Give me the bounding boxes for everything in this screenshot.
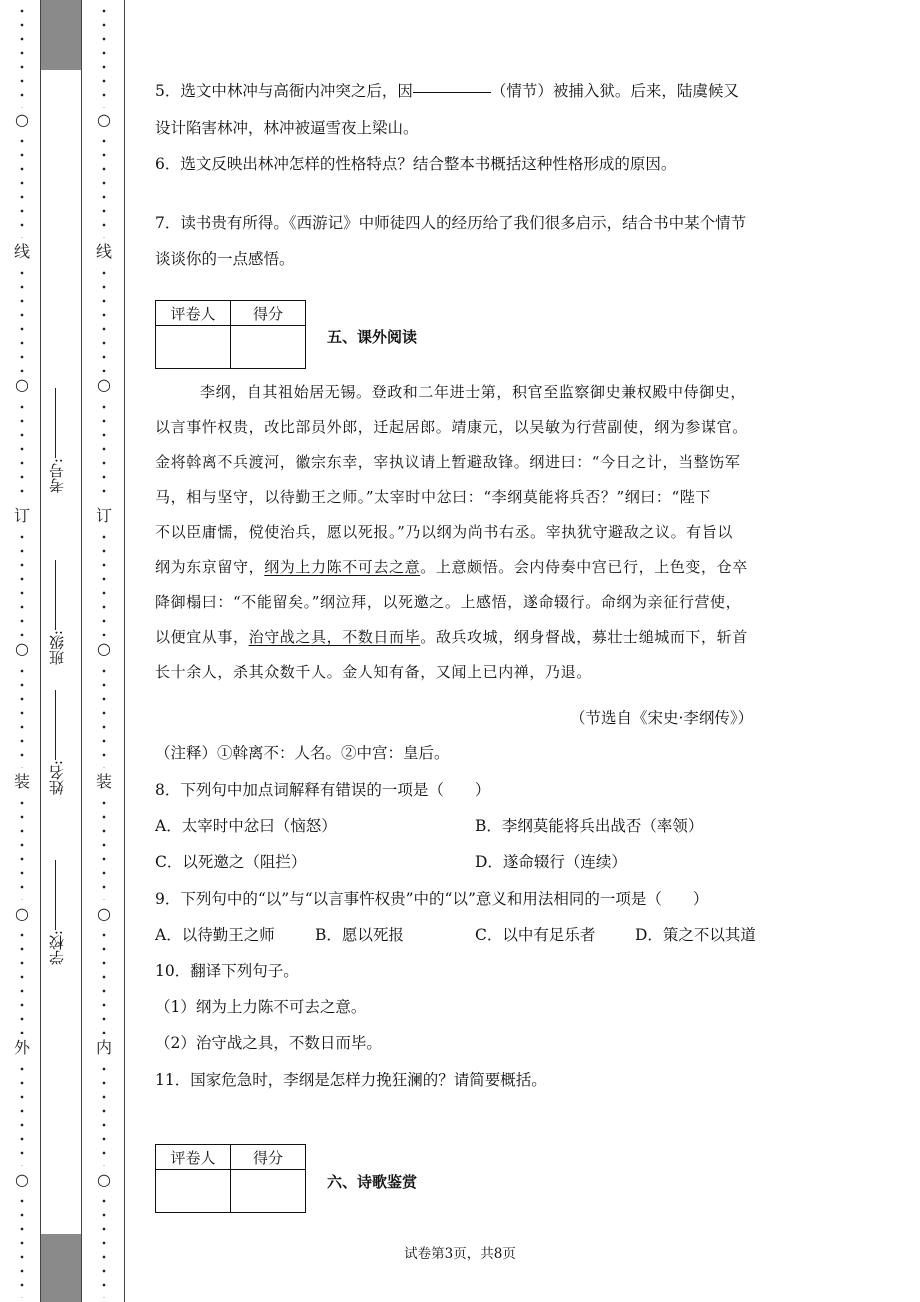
question-11: 11．国家危急时，李纲是怎样力挽狂澜的？请简要概括。 [155, 1071, 547, 1089]
school-label: 学校: [48, 930, 66, 966]
inner-circle: ○ [97, 1170, 111, 1189]
question-7: 7．读书贵有所得。《西游记》中师徒四人的经历给了我们很多启示，结合书中某个情节 [155, 214, 747, 232]
margin-rule [124, 0, 125, 1302]
score-header: 得分 [231, 301, 306, 326]
score-cell[interactable] [231, 1170, 306, 1213]
grader-header: 评卷人 [156, 301, 231, 326]
option-b[interactable]: B．愿以死报 [315, 926, 404, 944]
exam-number-field[interactable] [46, 388, 76, 493]
grader-cell[interactable] [156, 326, 231, 369]
inner-circle: ○ [97, 110, 111, 129]
score-header: 得分 [231, 1145, 306, 1170]
inner-dotted-column [96, 0, 112, 1302]
option-a[interactable]: A．以待勤王之师 [155, 926, 275, 944]
inner-circle: ○ [97, 639, 111, 658]
option-c[interactable]: C．以死邀之（阻拦） [155, 853, 307, 871]
inner-nei-char: 内 [96, 1038, 113, 1057]
underlined-sentence: 纲为上力陈不可去之意 [264, 558, 421, 576]
outer-xian-char: 线 [14, 242, 31, 261]
inner-circle: ○ [97, 904, 111, 923]
grader-cell[interactable] [156, 1170, 231, 1213]
grader-header: 评卷人 [156, 1145, 231, 1170]
outer-ding-char: 订 [14, 506, 31, 525]
question-10-1: （1）纲为上力陈不可去之意。 [155, 998, 367, 1016]
outer-circle: ○ [15, 639, 29, 658]
passage-note: （注释）①斡离不：人名。②中宫：皇后。 [155, 744, 450, 762]
question-8: 8．下列句中加点词解释有错误的一项是（ ） [155, 781, 491, 799]
passage-source: （节选自《宋史·李纲传》） [570, 709, 754, 727]
option-d[interactable]: D．遂命辍行（连续） [475, 853, 627, 871]
question-7-line2: 谈谈你的一点感悟。 [155, 250, 295, 268]
score-cell[interactable] [231, 326, 306, 369]
question-5: 5．选文中林冲与高衙内冲突之后，因 （情节）被捕入狱。后来，陆虞候又 [155, 82, 739, 100]
inner-xian-char: 线 [96, 242, 113, 261]
name-field[interactable] [46, 690, 76, 795]
question-10: 10．翻译下列句子。 [155, 962, 299, 980]
option-a[interactable]: A．太宰时中忿曰（恼怒） [155, 817, 337, 835]
school-field[interactable] [46, 860, 76, 965]
score-table [155, 300, 306, 369]
outer-wai-char: 外 [14, 1038, 31, 1057]
class-label: 班级: [48, 630, 66, 666]
page-footer: 试卷第3页，共8页 [404, 1246, 516, 1262]
question-10-2: （2）治守战之具，不数日而毕。 [155, 1034, 382, 1052]
exam-number-label: 考号: [48, 458, 66, 494]
name-label: 姓名: [48, 760, 66, 796]
option-b[interactable]: B．李纲莫能将兵出战否（率领） [475, 817, 704, 835]
answer-blank[interactable] [413, 91, 491, 93]
outer-circle: ○ [15, 904, 29, 923]
score-table [155, 1144, 306, 1213]
class-field[interactable] [46, 560, 76, 665]
inner-zhuang-char: 装 [96, 772, 113, 791]
outer-dotted-column [14, 0, 30, 1302]
inner-ding-char: 订 [96, 506, 113, 525]
question-9: 9．下列句中的“以”与“以言事忤权贵”中的“以”意义和用法相同的一项是（ ） [155, 890, 709, 908]
outer-circle: ○ [15, 1170, 29, 1189]
outer-zhuang-char: 装 [14, 772, 31, 791]
outer-circle: ○ [15, 110, 29, 129]
question-5-line2: 设计陷害林冲，林冲被逼雪夜上梁山。 [155, 119, 419, 137]
option-c[interactable]: C．以中有足乐者 [475, 926, 596, 944]
outer-circle: ○ [15, 375, 29, 394]
inner-circle: ○ [97, 375, 111, 394]
section-title: 六、诗歌鉴赏 [327, 1173, 418, 1191]
question-6: 6．选文反映出林冲怎样的性格特点？结合整本书概括这种性格形成的原因。 [155, 155, 677, 173]
option-d[interactable]: D．策之不以其道 [635, 926, 756, 944]
section-title: 五、课外阅读 [327, 328, 418, 346]
underlined-sentence: 治守战之具，不数日而毕 [248, 628, 421, 646]
